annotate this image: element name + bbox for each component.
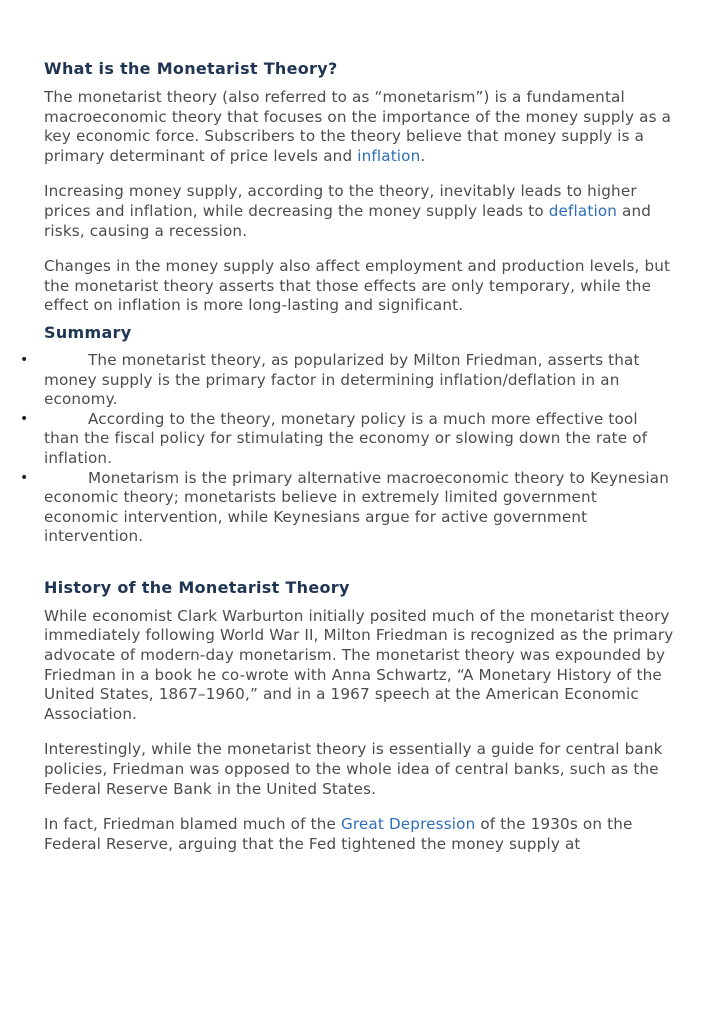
paragraph-text: In fact, Friedman blamed much of the <box>44 815 341 834</box>
section-heading-summary: Summary <box>44 322 132 342</box>
bullet-icon: • <box>20 351 29 368</box>
section-heading-what-is: What is the Monetarist Theory? <box>44 59 338 78</box>
link-great-depression[interactable]: Great Depression <box>340 815 476 834</box>
list-item-text: According to the theory, monetary policy is a much more effective tool than the fiscal policy for stimulating the economy or slowing down the rate of inflation. <box>44 409 648 467</box>
paragraph-text: The monetarist theory (also referred to as “monetarism”) is a fundamental macroeconomic theory that focuses on the importance of the money supply as a key economic force. Subscribers to the theory believe that money supply is a primary determinant of price levels and <box>44 88 672 165</box>
list-item-text: Monetarism is the primary alternative macroeconomic theory to Keynesian economic theory; monetarists believe in extremely limited government economic intervention, while Keynesians argue for active government intervention. <box>44 468 669 546</box>
paragraph-text: of the 1930s on the Federal Reserve, arguing that the Fed tightened the money supply at <box>44 815 633 853</box>
list-item <box>20 350 676 410</box>
summary-list <box>20 350 676 547</box>
paragraph-text: . <box>420 146 426 165</box>
paragraph-intro <box>44 88 676 166</box>
list-item <box>20 409 676 469</box>
paragraph-money-supply <box>44 182 676 241</box>
section-heading-history: History of the Monetarist Theory <box>44 577 350 597</box>
paragraph-text: and risks, causing a recession. <box>44 201 652 240</box>
paragraph-history-origins: While economist Clark Warburton initially posited much of the monetarist theory immediately following World War II, Milton Friedman is recognized as the primary advocate of modern-day monetarism. The monetarist theory was expounded by Friedman in a book he co-wrote with Anna Schwartz, “A Monetary History of the United States, 1867–1960,” and in a 1967 speech at the American Economic Association. <box>44 606 674 723</box>
link-deflation[interactable]: deflation <box>548 201 618 220</box>
bullet-icon: • <box>20 410 29 427</box>
paragraph-text: Increasing money supply, according to the theory, inevitably leads to higher prices and inflation, while decreasing the money supply leads to <box>44 182 637 220</box>
paragraph-great-depression <box>44 815 676 854</box>
list-item <box>20 468 676 547</box>
paragraph-central-banks: Interestingly, while the monetarist theory is essentially a guide for central bank policies, Friedman was opposed to the whole idea of central banks, such as the Federal Reserve Bank in the United States. <box>44 740 663 798</box>
link-inflation[interactable]: inflation <box>357 146 421 165</box>
list-item-text: The monetarist theory, as popularized by Milton Friedman, asserts that money supply is the primary factor in determining inflation/deflation in an economy. <box>44 350 640 409</box>
bullet-icon: • <box>20 469 29 486</box>
paragraph-changes: Changes in the money supply also affect employment and production levels, but the monetarist theory asserts that those effects are only temporary, while the effect on inflation is more long-lasting and significant. <box>44 257 671 315</box>
